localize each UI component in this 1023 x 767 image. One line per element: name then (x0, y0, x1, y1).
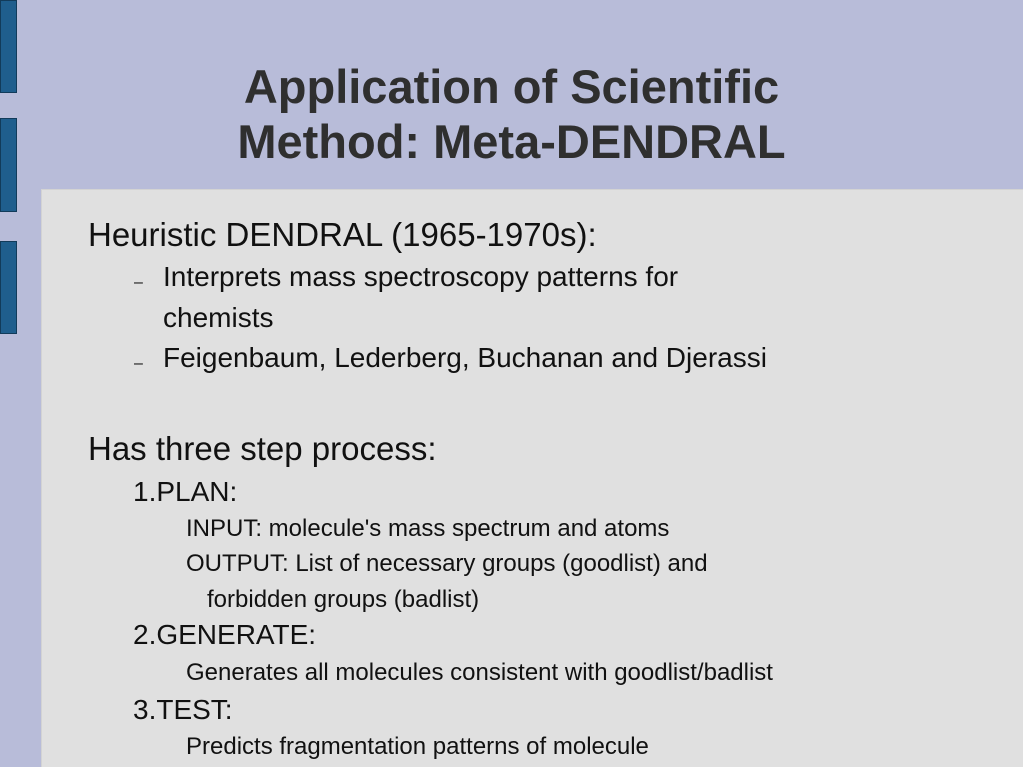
step-test-detail: Predicts fragmentation patterns of molecule (186, 733, 649, 760)
step-generate-label: 2.GENERATE: (133, 619, 317, 650)
step-test-label: 3.TEST: (133, 694, 233, 725)
slide-title-line-2: Method: Meta-DENDRAL (237, 115, 786, 168)
step-plan-input: INPUT: molecule's mass spectrum and atoms (186, 515, 670, 542)
slide-title (0, 59, 1023, 169)
decorative-left-bar (0, 241, 17, 334)
step-plan-output-cont: forbidden groups (badlist) (207, 586, 480, 613)
bullet-item-authors: Feigenbaum, Lederberg, Buchanan and Djerassi (163, 342, 767, 373)
bullet-item-interprets-cont: chemists (163, 302, 274, 333)
heuristic-heading: Heuristic DENDRAL (1965-1970s): (88, 216, 597, 253)
bullet-dash-icon: – (134, 355, 143, 372)
process-heading: Has three step process: (88, 430, 437, 467)
step-plan-output: OUTPUT: List of necessary groups (goodlist) and (186, 550, 708, 577)
bullet-item-interprets: Interprets mass spectroscopy patterns for (163, 261, 679, 292)
bullet-dash-icon: – (134, 274, 143, 291)
step-plan-label: 1.PLAN: (133, 476, 238, 507)
slide-title-line-1: Application of Scientific (243, 60, 780, 113)
step-generate-detail: Generates all molecules consistent with goodlist/badlist (186, 659, 773, 686)
